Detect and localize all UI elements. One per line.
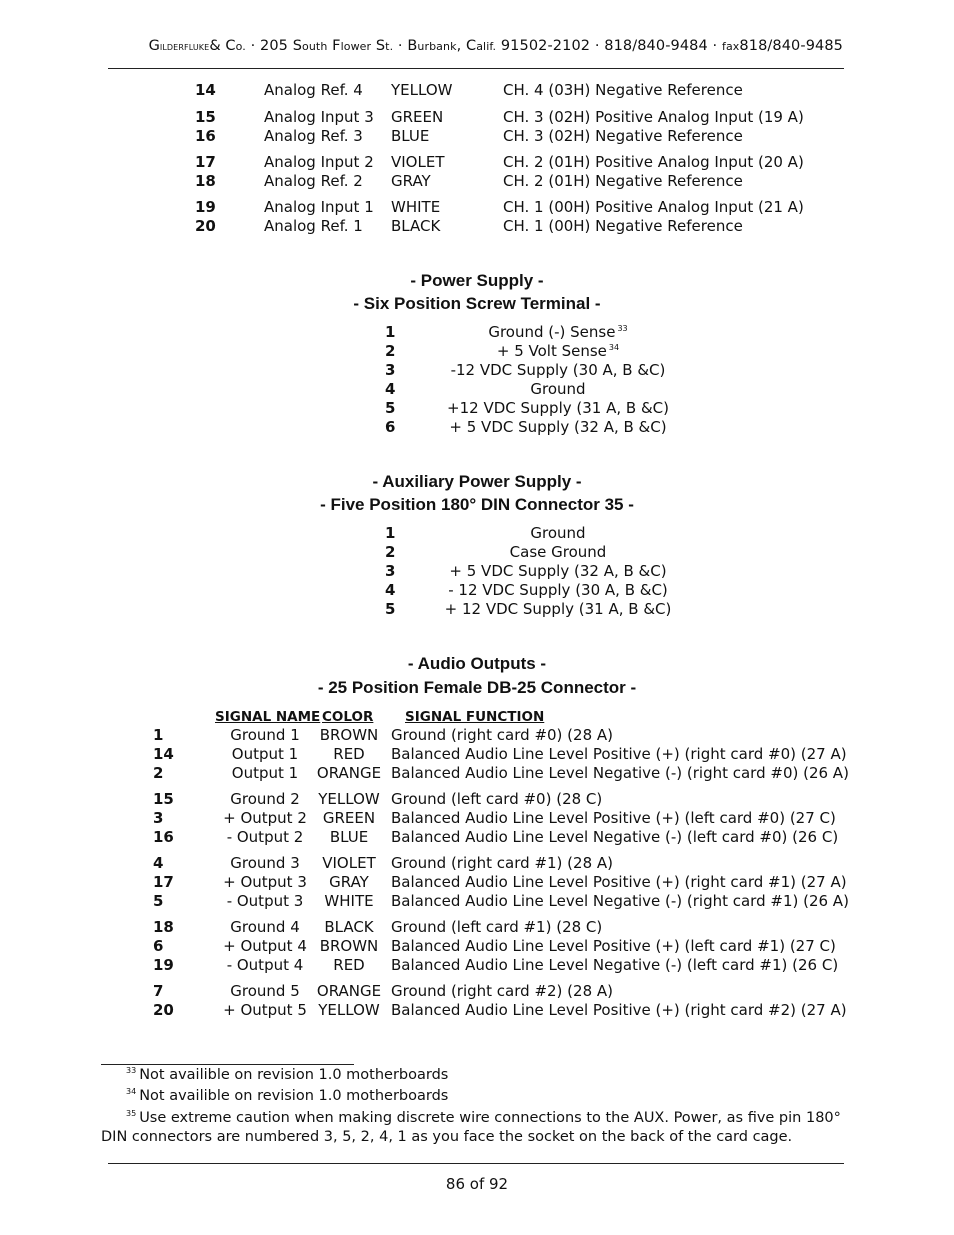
pin-number: 15	[153, 790, 174, 808]
table-row	[0, 764, 954, 783]
pin-number: 7	[153, 982, 164, 1000]
table-row	[0, 745, 954, 764]
pin-number: 5	[385, 399, 396, 417]
pin-number: 6	[153, 937, 164, 955]
pin-number: 4	[385, 581, 396, 599]
pin-number: 1	[153, 726, 164, 744]
signal-name: Ground 5	[230, 982, 300, 1000]
signal-name: Analog Input 3	[264, 108, 374, 126]
wire-color: BROWN	[319, 937, 379, 955]
signal-name: Ground 2	[230, 790, 300, 808]
table-row	[0, 790, 954, 809]
pin-description-text: Ground (-) Sense	[488, 323, 616, 341]
table-row	[0, 956, 954, 975]
pin-number: 2	[385, 543, 396, 561]
table-row	[0, 418, 954, 437]
pin-description	[410, 323, 706, 341]
table-row	[0, 600, 954, 619]
footnote-35-continued: DIN connectors are numbered 3, 5, 2, 4, 1 as you face the socket on the back of the card cage.	[101, 1129, 793, 1145]
footnote-rule	[101, 1064, 354, 1065]
wire-color: YELLOW	[318, 790, 380, 808]
signal-name: - Output 2	[226, 828, 304, 846]
wire-color: GREEN	[322, 809, 376, 827]
wire-color: BROWN	[319, 726, 379, 744]
signal-function: CH. 1 (00H) Negative Reference	[503, 217, 743, 235]
pin-description-text: + 5 Volt Sense	[496, 342, 607, 360]
signal-function: CH. 3 (02H) Positive Analog Input (19 A)	[503, 108, 804, 126]
wire-color: GRAY	[329, 873, 369, 891]
signal-name: Analog Ref. 2	[264, 172, 363, 190]
table-row	[0, 342, 954, 361]
wire-color: GREEN	[391, 108, 444, 126]
aux-power-subtitle: - Five Position 180° DIN Connector 35 -	[320, 495, 634, 514]
pin-description	[410, 418, 706, 436]
pin-number: 3	[385, 361, 396, 379]
wire-color: ORANGE	[316, 982, 382, 1000]
pin-number: 2	[385, 342, 396, 360]
column-header-color: COLOR	[322, 709, 374, 725]
table-row	[0, 361, 954, 380]
signal-function: Ground (right card #0) (28 A)	[391, 726, 613, 744]
pin-number: 19	[153, 956, 174, 974]
pin-number: 1	[385, 323, 396, 341]
pin-number: 4	[385, 380, 396, 398]
signal-function: CH. 1 (00H) Positive Analog Input (21 A)	[503, 198, 804, 216]
pin-number: 16	[195, 127, 216, 145]
table-row	[0, 726, 954, 745]
table-row	[0, 854, 954, 873]
footer-rule	[108, 1163, 844, 1164]
wire-color: VIOLET	[391, 153, 445, 171]
power-supply-subtitle: - Six Position Screw Terminal -	[353, 294, 601, 313]
pin-number: 20	[195, 217, 216, 235]
pin-description: + 5 VDC Supply (32 A, B &C)	[449, 562, 667, 580]
audio-outputs-title: - Audio Outputs -	[407, 654, 547, 673]
pin-number: 5	[153, 892, 164, 910]
signal-name: Analog Input 1	[264, 198, 374, 216]
pin-description-text: Ground	[530, 380, 586, 398]
signal-function: CH. 3 (02H) Negative Reference	[503, 127, 743, 145]
signal-name: + Output 3	[223, 873, 307, 891]
wire-color: YELLOW	[391, 81, 453, 99]
table-row	[0, 172, 954, 191]
table-row	[0, 524, 954, 543]
pin-number: 18	[153, 918, 174, 936]
pin-number: 14	[153, 745, 174, 763]
signal-name: - Output 4	[226, 956, 304, 974]
signal-function: Ground (right card #1) (28 A)	[391, 854, 613, 872]
wire-color: BLUE	[329, 828, 369, 846]
table-row	[0, 873, 954, 892]
column-header-signal-name: SIGNAL NAME	[215, 709, 321, 725]
signal-name: Analog Ref. 1	[264, 217, 363, 235]
signal-function: Balanced Audio Line Level Negative (-) (left card #1) (26 C)	[391, 956, 839, 974]
wire-color: YELLOW	[318, 1001, 380, 1019]
power-supply-title: - Power Supply -	[410, 271, 544, 290]
table-row	[0, 543, 954, 562]
signal-name: Ground 1	[230, 726, 300, 744]
signal-function: Ground (left card #1) (28 C)	[391, 918, 603, 936]
signal-name: + Output 5	[223, 1001, 307, 1019]
signal-name: Analog Input 2	[264, 153, 374, 171]
wire-color: ORANGE	[316, 764, 382, 782]
signal-function: Balanced Audio Line Level Positive (+) (right card #1) (27 A)	[391, 873, 847, 891]
signal-function: Balanced Audio Line Level Positive (+) (right card #2) (27 A)	[391, 1001, 847, 1019]
audio-outputs-subtitle: - 25 Position Female DB-25 Connector -	[317, 678, 637, 697]
pin-description	[410, 342, 706, 360]
pin-number: 4	[153, 854, 164, 872]
pin-number: 3	[153, 809, 164, 827]
footnote-35: $^{35}$ Use extreme caution when making discrete wire connections to the AUX. Power, as five pin 180°	[126, 1109, 841, 1126]
table-row	[0, 982, 954, 1001]
pin-number: 17	[195, 153, 216, 171]
table-row	[0, 828, 954, 847]
signal-function: Balanced Audio Line Level Negative (-) (right card #0) (26 A)	[391, 764, 849, 782]
column-header-signal-function: SIGNAL FUNCTION	[405, 709, 545, 725]
table-row	[0, 918, 954, 937]
pin-description	[410, 380, 706, 398]
pin-number: 16	[153, 828, 174, 846]
wire-color: BLACK	[324, 918, 374, 936]
signal-function: Balanced Audio Line Level Positive (+) (right card #0) (27 A)	[391, 745, 847, 763]
table-row	[0, 399, 954, 418]
pin-description: Ground	[530, 524, 586, 542]
signal-name: Analog Ref. 3	[264, 127, 363, 145]
table-row	[0, 198, 954, 217]
pin-number: 1	[385, 524, 396, 542]
footnote-34: $^{34}$ Not availible on revision 1.0 motherboards	[126, 1087, 449, 1104]
table-row	[0, 81, 954, 100]
pin-description-text: + 5 VDC Supply (32 A, B &C)	[449, 418, 667, 436]
wire-color: VIOLET	[322, 854, 376, 872]
signal-function: CH. 4 (03H) Negative Reference	[503, 81, 743, 99]
signal-name: - Output 3	[226, 892, 304, 910]
pin-number: 20	[153, 1001, 174, 1019]
pin-number: 6	[385, 418, 396, 436]
footnote-ref: 33	[617, 324, 628, 333]
signal-function: CH. 2 (01H) Negative Reference	[503, 172, 743, 190]
signal-function: Ground (right card #2) (28 A)	[391, 982, 613, 1000]
signal-name: + Output 4	[223, 937, 307, 955]
table-row	[0, 581, 954, 600]
table-row	[0, 217, 954, 236]
pin-description	[410, 361, 706, 379]
signal-name: Ground 3	[230, 854, 300, 872]
table-row	[0, 380, 954, 399]
table-row	[0, 562, 954, 581]
page-number: 86 of 92	[445, 1175, 509, 1193]
table-row	[0, 127, 954, 146]
pin-description: - 12 VDC Supply (30 A, B &C)	[448, 581, 668, 599]
table-row	[0, 323, 954, 342]
signal-name: + Output 2	[223, 809, 307, 827]
table-row	[0, 1001, 954, 1020]
footnote-33: $^{33}$ Not availible on revision 1.0 motherboards	[126, 1066, 449, 1083]
table-row	[0, 108, 954, 127]
table-row	[0, 892, 954, 911]
signal-function: Balanced Audio Line Level Negative (-) (left card #0) (26 C)	[391, 828, 839, 846]
pin-description: Case Ground	[509, 543, 607, 561]
table-row	[0, 153, 954, 172]
pin-number: 15	[195, 108, 216, 126]
signal-function: Balanced Audio Line Level Negative (-) (right card #1) (26 A)	[391, 892, 849, 910]
signal-name: Analog Ref. 4	[264, 81, 363, 99]
pin-number: 19	[195, 198, 216, 216]
signal-name: Output 1	[231, 745, 299, 763]
wire-color: BLACK	[391, 217, 441, 235]
wire-color: BLUE	[391, 127, 430, 145]
table-row	[0, 809, 954, 828]
wire-color: RED	[333, 745, 365, 763]
signal-function: CH. 2 (01H) Positive Analog Input (20 A)	[503, 153, 804, 171]
aux-power-title: - Auxiliary Power Supply -	[372, 472, 582, 491]
wire-color: WHITE	[324, 892, 374, 910]
wire-color: WHITE	[391, 198, 441, 216]
pin-number: 17	[153, 873, 174, 891]
signal-function: Balanced Audio Line Level Positive (+) (left card #0) (27 C)	[391, 809, 836, 827]
pin-description: + 12 VDC Supply (31 A, B &C)	[444, 600, 672, 618]
pin-number: 3	[385, 562, 396, 580]
pin-number: 14	[195, 81, 216, 99]
page-header: Gilderfluke& Co. · 205 South Flower St. · Burbank, Calif. 91502-2102 · 818/840-9484 · fax818/840-9485	[148, 38, 843, 54]
signal-function: Balanced Audio Line Level Positive (+) (left card #1) (27 C)	[391, 937, 836, 955]
pin-description	[410, 399, 706, 417]
pin-number: 2	[153, 764, 164, 782]
signal-name: Output 1	[231, 764, 299, 782]
pin-description-text: -12 VDC Supply (30 A, B &C)	[450, 361, 666, 379]
table-row	[0, 937, 954, 956]
pin-number: 5	[385, 600, 396, 618]
signal-name: Ground 4	[230, 918, 300, 936]
pin-description-text: +12 VDC Supply (31 A, B &C)	[447, 399, 669, 417]
wire-color: RED	[333, 956, 365, 974]
pin-number: 18	[195, 172, 216, 190]
wire-color: GRAY	[391, 172, 431, 190]
footnote-ref: 34	[608, 343, 620, 352]
signal-function: Ground (left card #0) (28 C)	[391, 790, 603, 808]
header-rule	[108, 68, 844, 69]
